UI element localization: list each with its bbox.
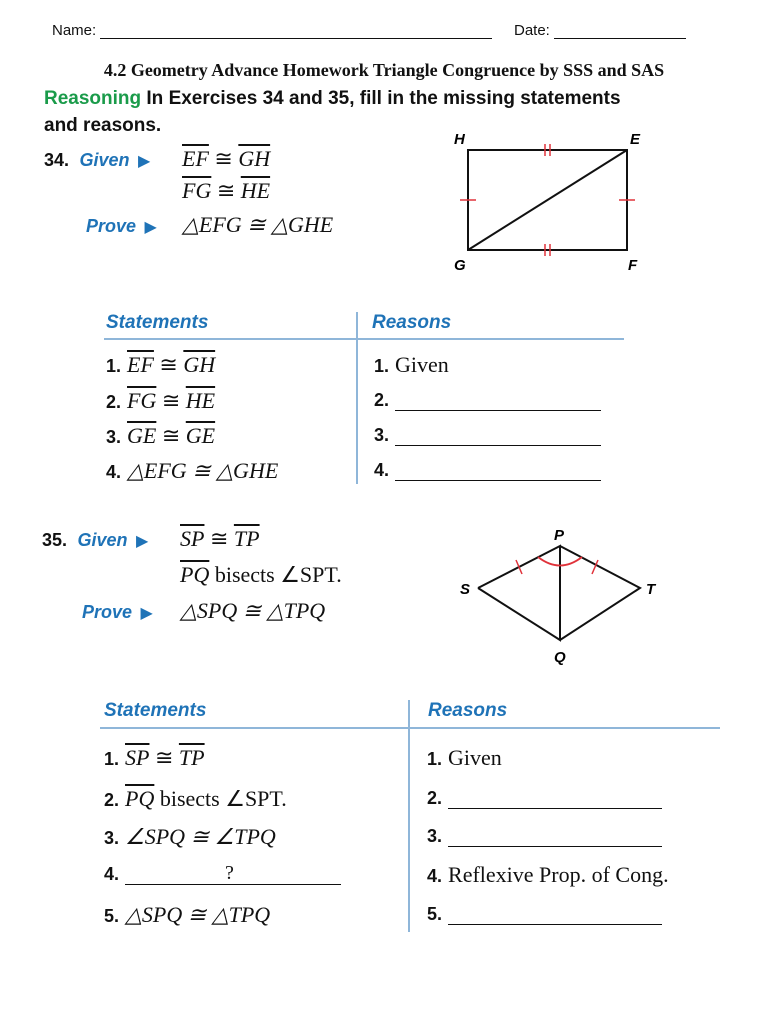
ex34-statement-4: 4. △EFG ≅ △GHE	[106, 458, 279, 483]
triangle-arrow-icon: ▶	[144, 219, 157, 236]
ex34-rectangle-figure	[440, 128, 660, 278]
ex34-number: 34.	[44, 150, 70, 170]
ex35-reason-2-blank[interactable]	[448, 792, 662, 809]
ex35-given1: $\overline{SP}$ ≅ $\overline{TP}$	[180, 526, 260, 551]
intro-line1	[44, 88, 621, 110]
vertex-label-e: E	[630, 131, 641, 148]
date-line	[554, 24, 686, 39]
ex35-reason-2[interactable]: 2.	[427, 788, 662, 809]
vertex-label-s: S	[460, 581, 471, 598]
vertex-label-h: H	[454, 131, 465, 148]
ex35-statement-2: 2. $\overline{PQ}$ bisects ∠SPT.	[104, 786, 287, 811]
vertex-label-f: F	[628, 257, 638, 274]
vertex-label-t: T	[646, 581, 656, 598]
triangle-arrow-icon: ▶	[137, 153, 151, 170]
vertex-label-g: G	[454, 257, 466, 274]
ex35-statement-1: 1. $\overline{SP}$ ≅ $\overline{TP}$	[104, 745, 205, 770]
date-label: Date:	[514, 22, 550, 39]
ex35-reason-5-blank[interactable]	[448, 908, 662, 925]
ex34-table-rule	[104, 338, 624, 340]
ex34-reason-4-blank[interactable]	[395, 464, 601, 481]
question-mark: ?	[225, 862, 234, 884]
triangle-arrow-icon: ▶	[135, 533, 149, 550]
ex34-reason-3[interactable]: 3.	[374, 425, 601, 446]
date-field[interactable]	[514, 22, 686, 39]
intro-line2: and reasons.	[44, 115, 162, 136]
ex35-table-divider	[408, 700, 410, 932]
reasoning-keyword: Reasoning	[44, 88, 142, 109]
ex35-statement-3: 3. ∠SPQ ≅ ∠TPQ	[104, 824, 276, 849]
ex35-reason-3[interactable]: 3.	[427, 826, 662, 847]
ex35-reason-5[interactable]: 5.	[427, 904, 662, 925]
ex35-given-label: Given	[77, 530, 128, 550]
name-line	[100, 24, 492, 39]
ex35-reason-4: 4. Reflexive Prop. of Cong.	[427, 862, 669, 887]
ex34-prove-block	[86, 216, 165, 237]
ex35-prove-statement: △SPQ ≅ △TPQ	[180, 598, 326, 623]
ex34-given1: $\overline{EF}$ ≅ $\overline{GH}$	[182, 146, 271, 171]
ex34-statement-1: 1. $\overline{EF}$ ≅ $\overline{GH}$	[106, 352, 216, 377]
page-title: 4.2 Geometry Advance Homework Triangle Congruence by SSS and SAS	[103, 60, 665, 80]
ex35-number: 35.	[42, 530, 68, 550]
ex35-reason-1: 1. Given	[427, 745, 502, 770]
ex35-statement-5: 5. △SPQ ≅ △TPQ	[104, 902, 271, 927]
vertex-label-p: P	[554, 527, 565, 544]
ex35-reason-3-blank[interactable]	[448, 830, 662, 847]
ex34-statement-2: 2. $\overline{FG}$ ≅ $\overline{HE}$	[106, 388, 216, 413]
ex35-kite-figure	[450, 522, 670, 672]
ex34-reason-2-blank[interactable]	[395, 394, 601, 411]
ex34-prove-statement: △EFG ≅ △GHE	[182, 212, 334, 237]
ex34-given-label: Given	[79, 150, 130, 170]
ex35-prove-block	[82, 602, 161, 623]
triangle-arrow-icon: ▶	[140, 605, 153, 622]
ex35-statements-header: Statements	[104, 700, 207, 721]
ex34-table-divider	[356, 312, 358, 484]
intro-text1: In Exercises 34 and 35, fill in the missing statements	[146, 88, 621, 109]
ex35-statement-4[interactable]: 4. ?	[104, 864, 341, 885]
vertex-label-q: Q	[554, 649, 566, 666]
ex34-reason-2[interactable]: 2.	[374, 390, 601, 411]
ex35-statement-4-blank[interactable]	[125, 862, 341, 885]
name-label: Name:	[52, 22, 97, 39]
ex34-statement-3: 3. $\overline{GE}$ ≅ $\overline{GE}$	[106, 423, 216, 448]
name-field[interactable]	[52, 22, 492, 39]
ex34-reason-4[interactable]: 4.	[374, 460, 601, 481]
ex35-prove-label: Prove	[82, 602, 133, 622]
ex35-given2: $\overline{PQ}$ bisects ∠SPT.	[180, 562, 342, 587]
ex35-reasons-header: Reasons	[428, 700, 508, 721]
ex34-reason-1: 1. Given	[374, 352, 449, 377]
ex34-reason-3-blank[interactable]	[395, 429, 601, 446]
ex34-given-block	[44, 150, 158, 171]
ex34-prove-label: Prove	[86, 216, 137, 236]
ex34-reasons-header: Reasons	[372, 312, 452, 333]
ex35-table-rule	[100, 727, 720, 729]
ex35-given-block	[42, 530, 156, 551]
ex34-statements-header: Statements	[106, 312, 209, 333]
ex34-given2: $\overline{FG}$ ≅ $\overline{HE}$	[182, 178, 271, 203]
